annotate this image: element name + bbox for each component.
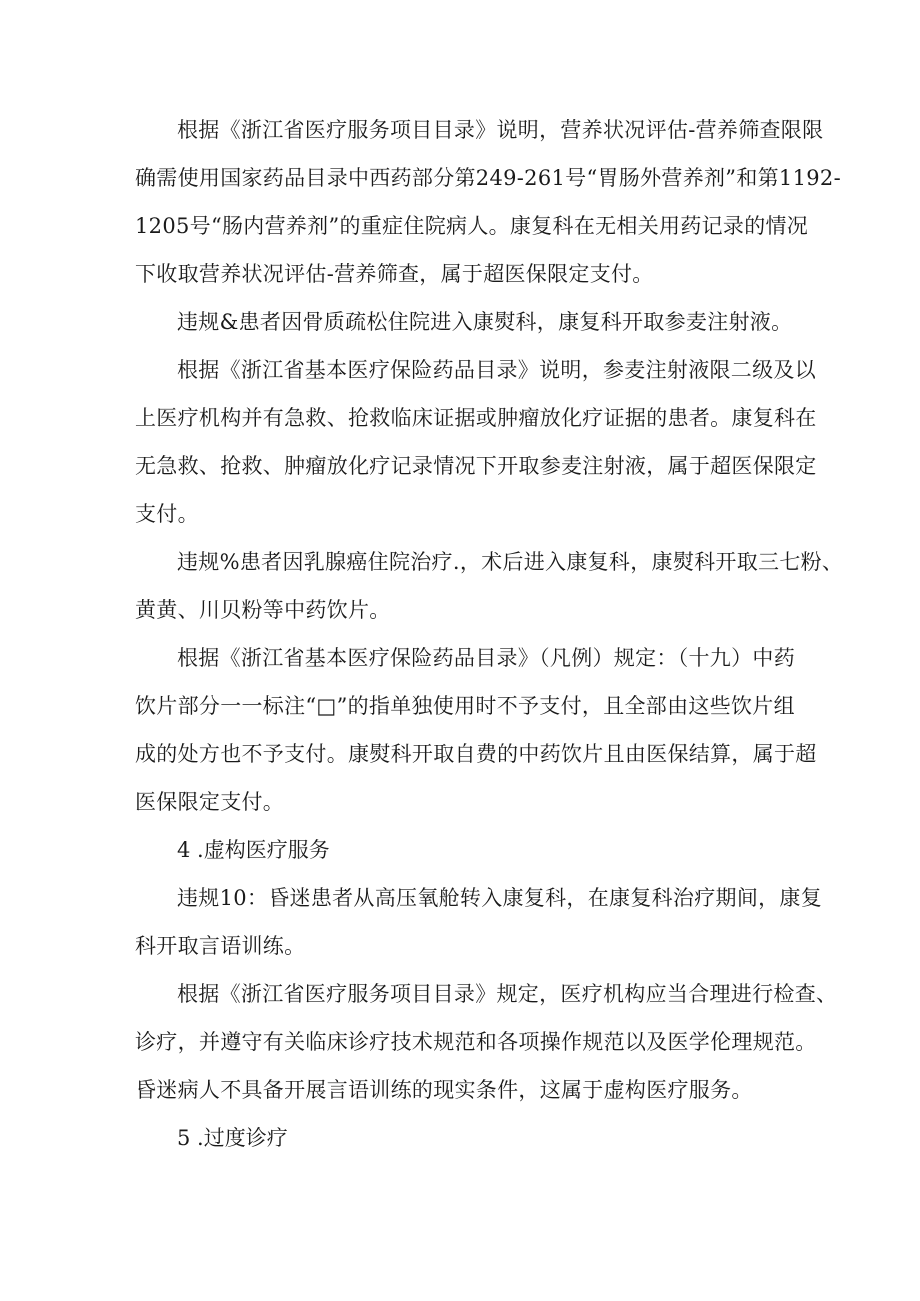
- paragraph-shenmai-rule: [135, 346, 817, 538]
- text-line: 根据《浙江省医疗服务项目目录》说明，营养状况评估-营养筛查限限: [177, 118, 824, 142]
- paragraph-speech-training-rule: [135, 970, 838, 1114]
- text-line: 违规&患者因骨质疏松住院进入康熨科，康复科开取参麦注射液。: [177, 310, 793, 334]
- text-line: 1205号“肠内营养剂”的重症住院病人。康复科在无相关用药记录的情况: [135, 214, 809, 238]
- paragraph-violation-shenmai: [135, 298, 795, 346]
- paragraph-herbal-rule: [135, 634, 817, 826]
- text-line: 上医疗机构并有急救、抢救临床证据或肿瘤放化疗证据的患者。康复科在: [135, 406, 817, 430]
- text-line: 根据《浙江省基本医疗保险药品目录》说明，参麦注射液限二级及以: [177, 358, 816, 382]
- text-line: 成的处方也不予支付。康熨科开取自费的中药饮片且由医保结算，属于超: [135, 742, 817, 766]
- text-line: 违规10：昏迷患者从高压氧舱转入康复科，在康复科治疗期间，康复: [177, 886, 823, 910]
- text-line: 违规%患者因乳腺癌住院治疗.，术后进入康复科，康熨科开取三七粉、: [177, 550, 844, 574]
- text-line: 根据《浙江省医疗服务项目目录》规定，医疗机构应当合理进行检查、: [177, 982, 838, 1006]
- paragraph-violation-speech-training: [135, 874, 823, 970]
- text-line: 支付。: [135, 502, 199, 526]
- paragraph-violation-herbal: [135, 538, 844, 634]
- text-line: 昏迷病人不具备开展言语训练的现实条件，这属于虚构医疗服务。: [135, 1078, 753, 1102]
- text-line: 根据《浙江省基本医疗保险药品目录》（凡例）规定：（十九）中药: [177, 646, 795, 670]
- text-line: 医保限定支付。: [135, 790, 285, 814]
- text-line: 饮片部分一一标注“□”的指单独使用时不予支付，且全部由这些饮片组: [135, 694, 795, 718]
- text-line: 黄黄、川贝粉等中药饮片。: [135, 598, 391, 622]
- paragraph-nutrition-assessment: [135, 106, 841, 298]
- text-line: 确需使用国家药品目录中西药部分第249-261号“胃肠外营养剂”和第1192-: [135, 166, 841, 190]
- section-heading-excessive-treatment: 5 .过度诊疗: [177, 1126, 288, 1150]
- text-line: 科开取言语训练。: [135, 934, 306, 958]
- text-line: 下收取营养状况评估-营养筛查，属于超医保限定支付。: [135, 262, 654, 286]
- section-heading-fictitious-services: 4 .虚构医疗服务: [177, 838, 330, 862]
- text-line: 诊疗，并遵守有关临床诊疗技术规范和各项操作规范以及医学伦理规范。: [135, 1030, 817, 1054]
- text-line: 无急救、抢救、肿瘤放化疗记录情况下开取参麦注射液，属于超医保限定: [135, 454, 817, 478]
